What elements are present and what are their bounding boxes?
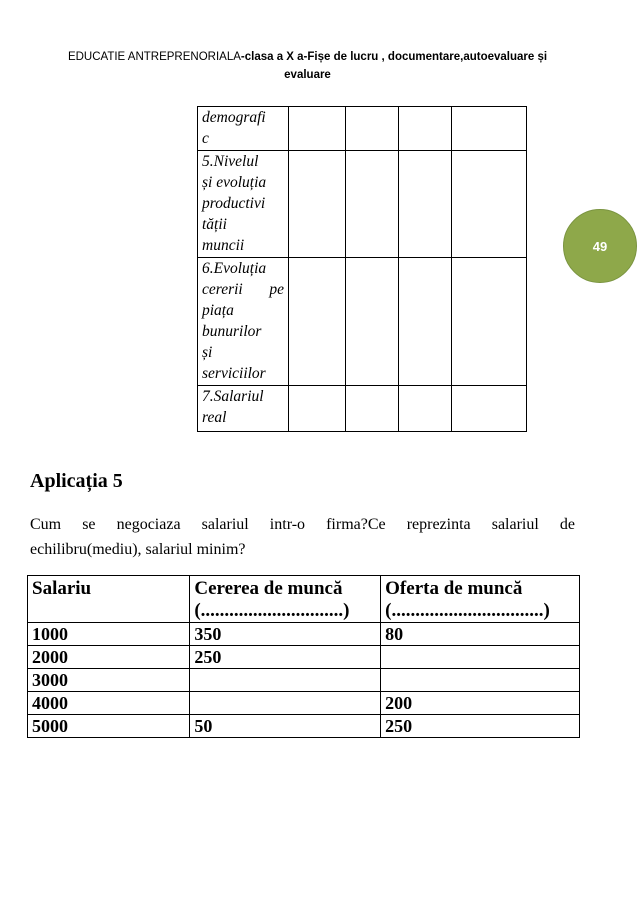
table-cell: 4000 [28,692,190,715]
table-cell: 200 [381,692,580,715]
empty-cell[interactable] [399,258,452,386]
table-row [198,258,527,386]
wage-table [27,575,580,738]
empty-cell[interactable] [289,258,346,386]
header-text: Cererea de muncă [194,578,343,599]
column-header [190,576,381,623]
label-line: muncii [202,237,245,254]
empty-cell[interactable] [399,151,452,258]
label-line: și [202,344,213,361]
empty-cell[interactable] [346,258,399,386]
table-cell: 1000 [28,623,190,646]
label-line: cererii pe [202,281,284,298]
label-line: demografi [202,109,266,126]
label-line: tății [202,216,227,233]
label-line: piața [202,302,234,319]
table-cell[interactable] [190,669,381,692]
table-row [28,692,580,715]
label-line: 7.Salariul [202,388,264,405]
table-cell[interactable] [381,646,580,669]
application-title: Aplicația 5 [30,470,123,492]
question-line: Cum se negociaza salariul intr-o firma?Ce reprezinta salariul de [30,516,575,533]
header-blank: (..............................) [194,600,350,621]
header-text: Salariu [32,578,92,599]
table-cell: 350 [190,623,381,646]
table-cell: 250 [381,715,580,738]
header-blank: (................................) [385,600,550,621]
table-cell: 5000 [28,715,190,738]
indicators-table [197,106,527,432]
header-subtitle-2: evaluare [284,69,331,81]
question-line: echilibru(mediu), salariul minim? [30,541,246,558]
empty-cell[interactable] [452,151,527,258]
column-header [381,576,580,623]
table-cell: 250 [190,646,381,669]
page-header [30,48,585,84]
table-row [198,151,527,258]
table-row [198,107,527,151]
table-row [28,623,580,646]
label-line: productivi [202,195,266,212]
table-row [28,669,580,692]
table-cell: 50 [190,715,381,738]
empty-cell[interactable] [289,107,346,151]
empty-cell[interactable] [452,258,527,386]
page-number: 49 [592,238,608,254]
label-line: și evoluția [202,174,267,191]
empty-cell[interactable] [399,386,452,432]
label-line: 6.Evoluția [202,260,267,277]
table-cell: 3000 [28,669,190,692]
label-line: bunurilor [202,323,262,340]
table-cell: 80 [381,623,580,646]
table-row [28,715,580,738]
empty-cell[interactable] [346,107,399,151]
header-course: EDUCATIE ANTREPRENORIALA [67,51,241,63]
application-question [30,512,575,562]
row-label [198,107,289,151]
label-line: 5.Nivelul [202,153,259,170]
label-line: c [202,130,209,147]
label-line: serviciilor [202,365,266,382]
table-header-row [28,576,580,623]
page-number-badge [563,209,637,283]
empty-cell[interactable] [346,151,399,258]
header-subtitle-1: -clasa a X a-Fișe de lucru , documentare,autoevaluare și [240,51,548,63]
table-row [28,646,580,669]
empty-cell[interactable] [399,107,452,151]
empty-cell[interactable] [346,386,399,432]
empty-cell[interactable] [289,151,346,258]
row-label [198,151,289,258]
empty-cell[interactable] [452,107,527,151]
table-cell[interactable] [381,669,580,692]
table-row [198,386,527,432]
header-text: Oferta de muncă [385,578,523,599]
empty-cell[interactable] [452,386,527,432]
label-line: real [202,409,227,426]
row-label [198,386,289,432]
empty-cell[interactable] [289,386,346,432]
table-cell[interactable] [190,692,381,715]
column-header [28,576,190,623]
row-label [198,258,289,386]
table-cell: 2000 [28,646,190,669]
